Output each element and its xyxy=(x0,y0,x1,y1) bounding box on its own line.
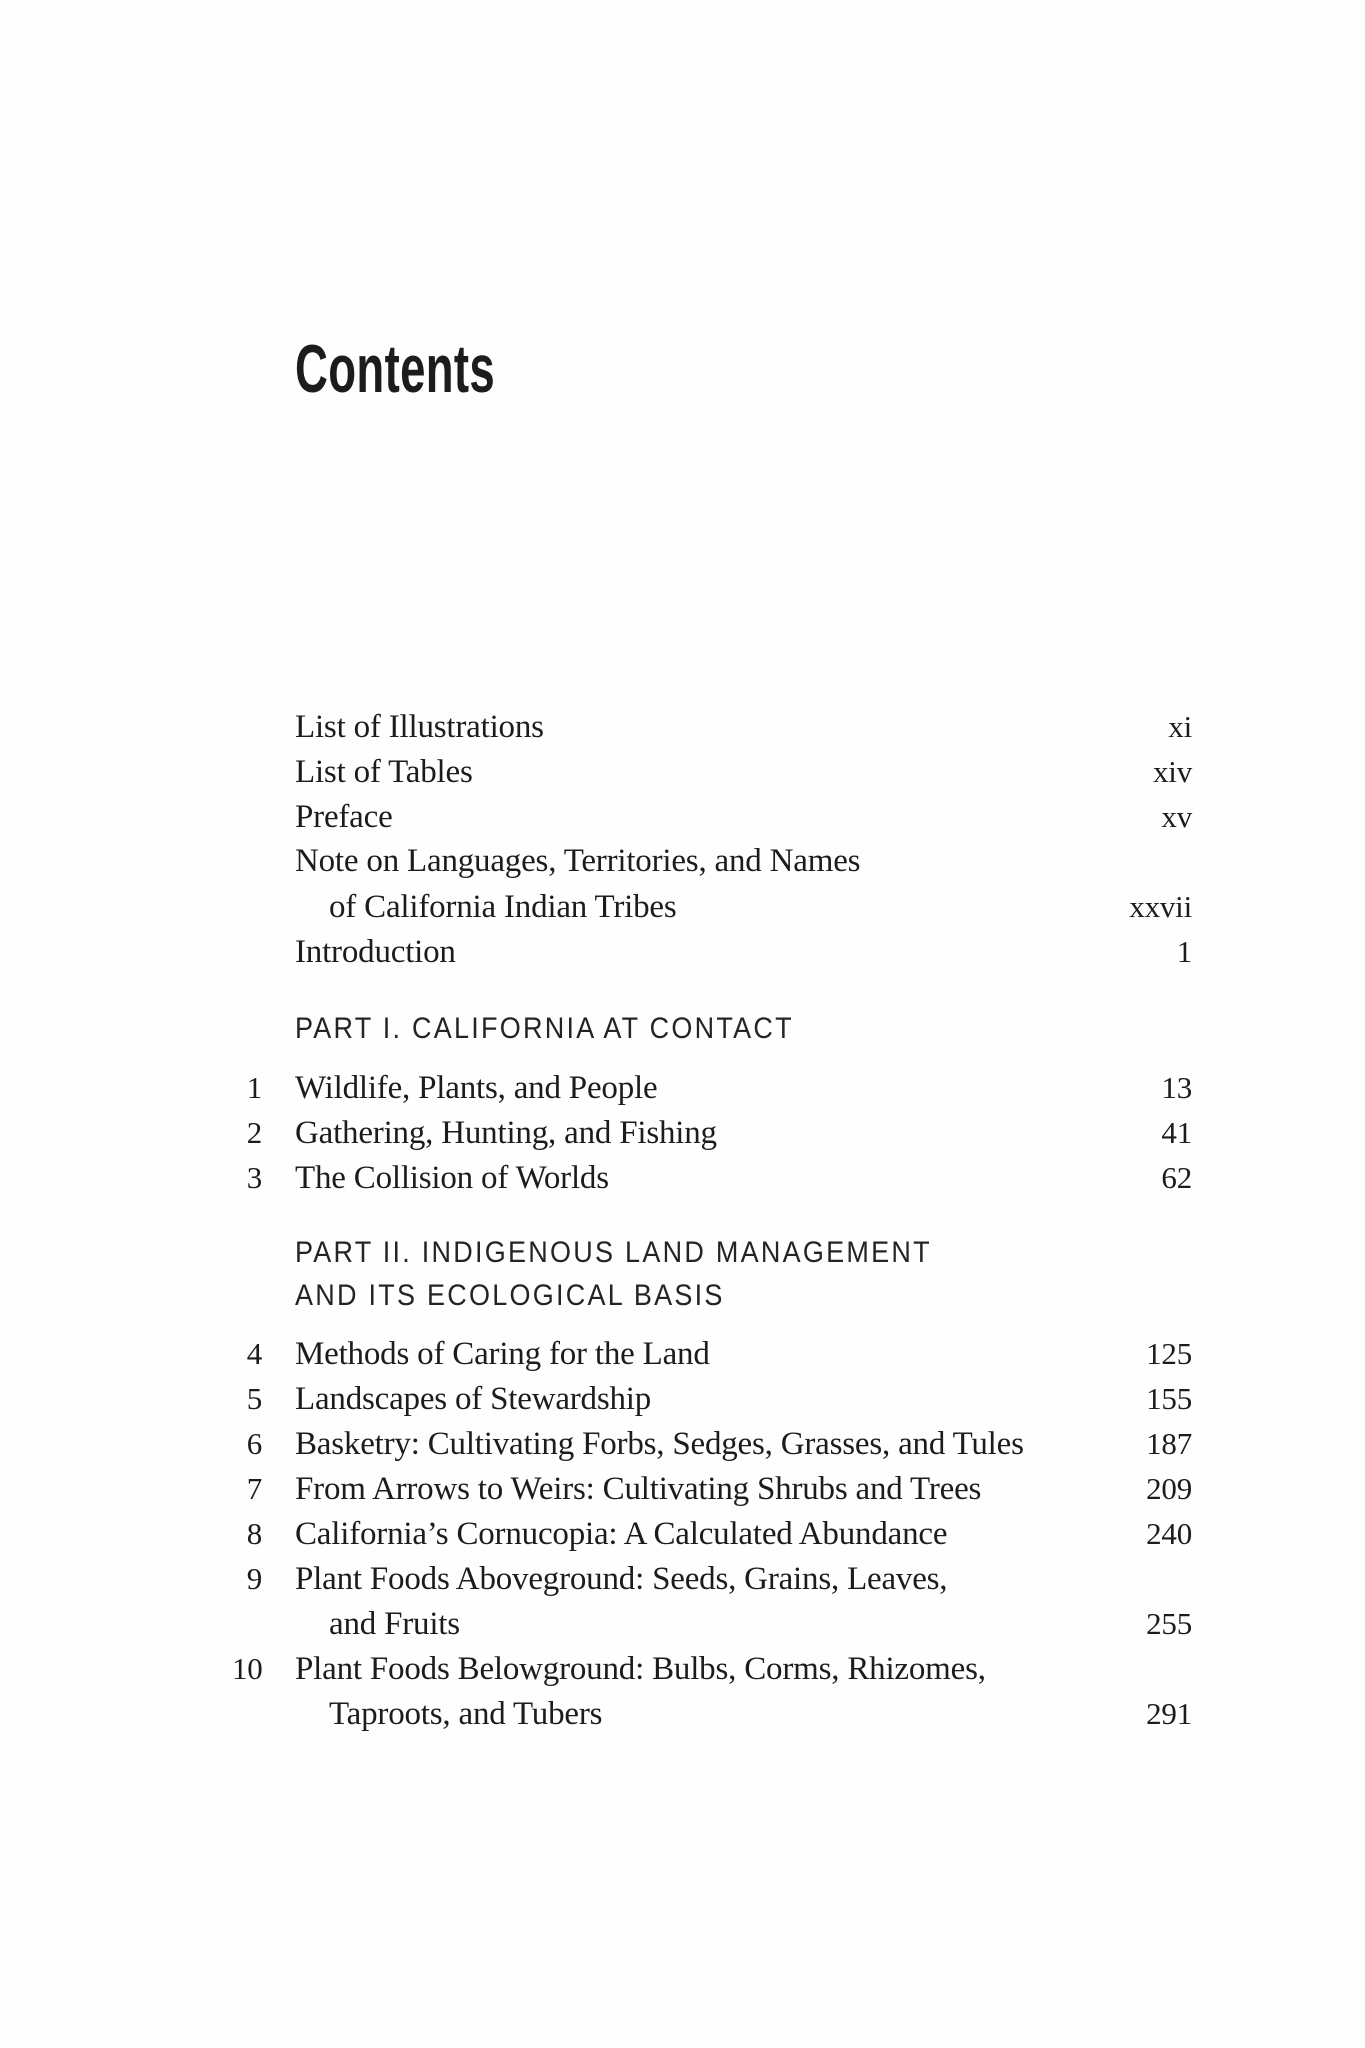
entry-title: Plant Foods Belowground: Bulbs, Corms, Rhizomes, xyxy=(295,1651,986,1687)
toc-row-chapter xyxy=(232,1511,1192,1556)
entry-title: List of Illustrations xyxy=(295,709,544,745)
part-heading-line2 xyxy=(232,1274,1192,1317)
toc-row-chapter xyxy=(232,1155,1192,1200)
toc-row-chapter xyxy=(232,1421,1192,1466)
toc-row-chapter xyxy=(232,1376,1192,1421)
toc-row-chapter xyxy=(232,1466,1192,1511)
entry-page-number: 41 xyxy=(1161,1115,1192,1150)
entry-page-number: 255 xyxy=(1146,1606,1192,1641)
part-heading xyxy=(232,1007,1192,1050)
toc-row-chapter xyxy=(232,1110,1192,1155)
entry-page-number: xv xyxy=(1161,799,1192,834)
entry-page-number: xiv xyxy=(1152,754,1192,789)
entry-page-number: xxvii xyxy=(1129,889,1192,924)
entry-title: Note on Languages, Territories, and Names xyxy=(295,843,861,879)
entry-page-number: 1 xyxy=(1176,934,1192,969)
entry-page-number: 62 xyxy=(1161,1160,1192,1195)
chapter-number: 4 xyxy=(246,1336,262,1371)
chapter-number: 7 xyxy=(246,1471,262,1506)
entry-title: Landscapes of Stewardship xyxy=(295,1381,652,1417)
entry-title: Gathering, Hunting, and Fishing xyxy=(295,1115,717,1151)
toc-row-front-matter xyxy=(232,749,1192,794)
toc-row-front-matter xyxy=(232,794,1192,839)
chapter-number: 3 xyxy=(246,1160,262,1195)
part-heading xyxy=(232,1231,1192,1274)
page-title xyxy=(295,331,594,407)
toc-row-front-matter xyxy=(232,704,1192,749)
entry-title-continuation: of California Indian Tribes xyxy=(329,889,677,925)
toc-row-front-matter xyxy=(232,929,1192,974)
toc-row-chapter xyxy=(232,1331,1192,1376)
part-heading-line: AND ITS ECOLOGICAL BASIS xyxy=(295,1279,725,1312)
entry-title-continuation: and Fruits xyxy=(329,1606,460,1642)
page-title-text: Contents xyxy=(295,331,496,407)
entry-title: List of Tables xyxy=(295,754,473,790)
toc-row-chapter-continuation xyxy=(232,1691,1192,1736)
entry-title: Plant Foods Aboveground: Seeds, Grains, Leaves, xyxy=(295,1561,948,1597)
entry-page-number: 13 xyxy=(1161,1070,1192,1105)
entry-title: California’s Cornucopia: A Calculated Abundance xyxy=(295,1516,948,1552)
toc-row-chapter xyxy=(232,1646,1192,1691)
entry-title: Methods of Caring for the Land xyxy=(295,1336,710,1372)
table-of-contents xyxy=(232,704,1192,1736)
entry-title: The Collision of Worlds xyxy=(295,1160,609,1196)
entry-title: Introduction xyxy=(295,934,456,970)
entry-title: From Arrows to Weirs: Cultivating Shrubs and Trees xyxy=(295,1471,982,1507)
entry-page-number: 240 xyxy=(1146,1516,1192,1551)
toc-row-chapter xyxy=(232,1065,1192,1110)
toc-row-front-matter-continuation xyxy=(232,884,1192,929)
chapter-number: 8 xyxy=(246,1516,262,1551)
chapter-number: 2 xyxy=(246,1115,262,1150)
chapter-number: 10 xyxy=(232,1651,263,1686)
entry-title: Basketry: Cultivating Forbs, Sedges, Grasses, and Tules xyxy=(295,1426,1024,1462)
chapter-number: 5 xyxy=(246,1381,262,1416)
entry-page-number: xi xyxy=(1168,709,1192,744)
part-heading-line: PART II. INDIGENOUS LAND MANAGEMENT xyxy=(295,1236,932,1269)
toc-row-chapter xyxy=(232,1556,1192,1601)
entry-page-number: 209 xyxy=(1146,1471,1192,1506)
entry-page-number: 155 xyxy=(1146,1381,1192,1416)
chapter-number: 9 xyxy=(246,1561,262,1596)
chapter-number: 6 xyxy=(246,1426,262,1461)
entry-page-number: 187 xyxy=(1146,1426,1192,1461)
entry-title-continuation: Taproots, and Tubers xyxy=(329,1696,603,1732)
entry-page-number: 125 xyxy=(1146,1336,1192,1371)
entry-title: Wildlife, Plants, and People xyxy=(295,1070,658,1106)
toc-row-front-matter xyxy=(232,839,1192,884)
toc-row-chapter-continuation xyxy=(232,1601,1192,1646)
entry-title: Preface xyxy=(295,799,393,835)
part-heading-line: PART I. CALIFORNIA AT CONTACT xyxy=(295,1012,794,1045)
chapter-number: 1 xyxy=(246,1070,262,1105)
entry-page-number: 291 xyxy=(1146,1696,1192,1731)
